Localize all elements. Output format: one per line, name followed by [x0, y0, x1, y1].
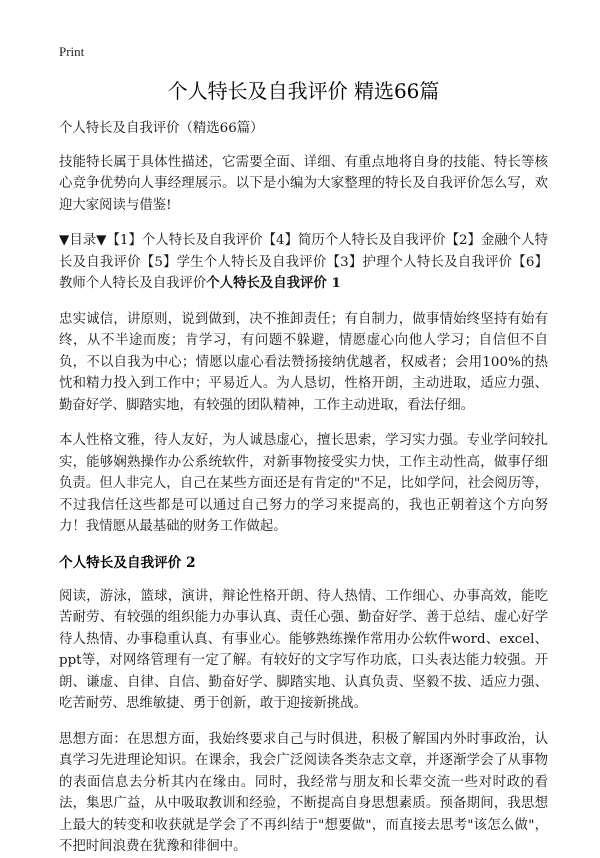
section-2-paragraph-2: 思想方面：在思想方面，我始终要求自己与时俱进，积极了解国内外时事政治，认真学习先进理论知识。在课余，我会广泛阅读各类杂志文章，并逐渐学会了从事物的表面信息去分析其内在缘由。同时，我经常与朋友和长辈交流一些对时政的看法，集思广益，从中吸取教训和经验，不断提高自身思想素质。预备期间，我思想上最大的转变和收获就是学会了不再纠结于"想要做"，而直接去思考"该怎么做"，不把时间浪费在犹豫和徘徊中。 — [59, 731, 548, 854]
document-title: 个人特长及自我评价 精选66篇 — [167, 79, 440, 103]
section-1-paragraph-2: 本人性格文雅，待人友好，为人诚恳虚心，擅长思索，学习实力强。专业学问较扎实，能够娴熟操作办公系统软件，对新事物接受实力快，工作主动性高，做事仔细负责。但人非完人，自己在某些方面还是有肯定的"不足，比如学问，社会阅历等，不过我信任这些都是可以通过自己努力的学习来提高的，我也正朝着这个方向努力！我情愿从最基础的财务工作做起。 — [59, 433, 548, 534]
toc-prefix: ▼目录▼ — [59, 233, 107, 248]
toc-item-4[interactable]: 【4】简历个人特长及自我评价 — [262, 233, 446, 248]
table-of-contents — [59, 230, 548, 295]
intro-paragraph: 技能特长属于具体性描述，它需要全面、详细、有重点地将自身的技能、特长等核心竞争优势向人事经理展示。以下是小编为大家整理的特长及自我评价怎么写，欢迎大家阅读与借鉴! — [59, 154, 548, 213]
print-link[interactable]: Print — [59, 44, 85, 59]
toc-item-1[interactable]: 【1】个人特长及自我评价 — [106, 233, 263, 248]
section-2-heading: 个人特长及自我评价 2 — [59, 554, 196, 571]
toc-item-5[interactable]: 【5】学生个人特长及自我评价 — [140, 254, 327, 270]
section-1-heading: 个人特长及自我评价 1 — [206, 275, 341, 291]
document-subtitle: 个人特长及自我评价（精选66篇） — [59, 121, 264, 136]
toc-item-6[interactable]: 【6】教师个人特长及自我评价 — [59, 254, 548, 291]
toc-item-3[interactable]: 【3】护理个人特长及自我评价 — [326, 254, 513, 270]
section-2-paragraph-1: 阅读，游泳，篮球，演讲，辩论性格开朗、待人热情、工作细心、办事高效，能吃苦耐劳、有较强的组织能力办事认真、责任心强、勤奋好学、善于总结、虚心好学待人热情、办事稳重认真、有事业心。能够熟练操作常用办公软件word、excel、ppt等，对网络管理有一定了解。有较好的文字写作功底，口头表达能力较强。开朗、谦虚、自律、自信、勤奋好学、脚踏实地、认真负责、坚毅不拔、适应力强、吃苦耐劳、思维敏捷、勇于创新，敢于迎接新挑战。 — [59, 588, 548, 711]
section-1-paragraph-1: 忠实诚信，讲原则，说到做到，决不推卸责任；有自制力，做事情始终坚持有始有终，从不半途而废；肯学习，有问题不躲避，情愿虚心向他人学习；自信但不自负，不以自我为中心；情愿以虚心看法赞扬接纳优越者，权威者；会用100%的热忱和精力投入到工作中；平易近人。为人恳切，性格开朗，主动进取，适应力强、勤奋好学、脚踏实地，有较强的团队精神，工作主动进取，看法仔细。 — [59, 311, 548, 413]
toc-item-2[interactable]: 【2】金融个人特长及自我评价 — [59, 233, 548, 270]
